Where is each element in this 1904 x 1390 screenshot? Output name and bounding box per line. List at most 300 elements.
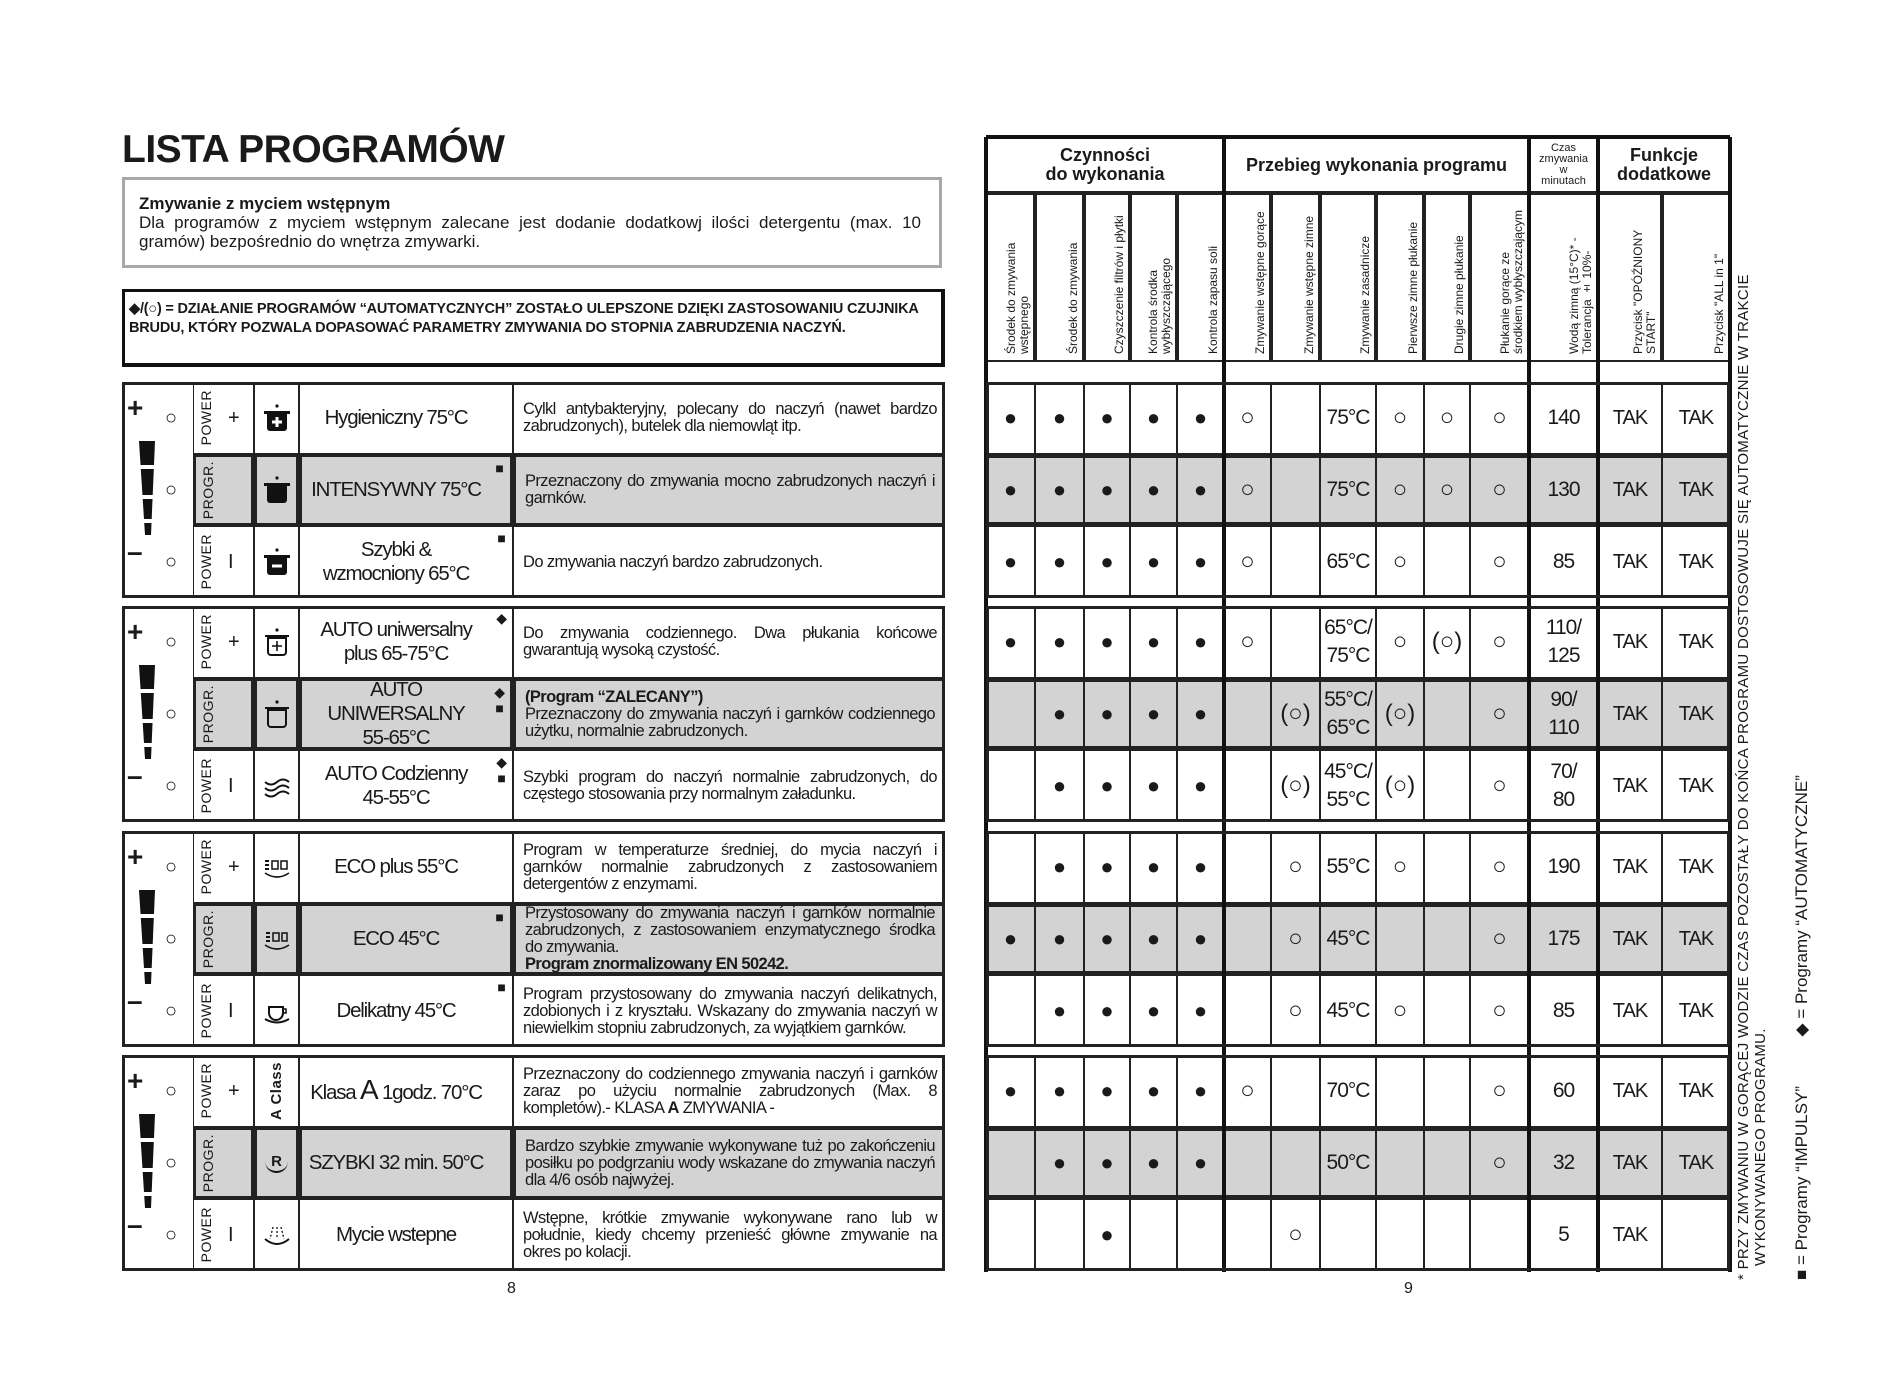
program-description — [513, 831, 945, 903]
table-cell — [1662, 678, 1730, 750]
table-cell — [1529, 382, 1598, 454]
cell-value: 70°C — [1326, 1079, 1370, 1102]
filled-dot-icon: ● — [1100, 701, 1114, 726]
table-divider — [1596, 137, 1600, 1272]
column-header — [1084, 193, 1130, 362]
program-name — [299, 1055, 513, 1127]
table-cell — [1084, 975, 1130, 1047]
program-name-text: SZYBKI 32 min. 50°C — [308, 1151, 484, 1174]
indicator-lamp-icon: ○ — [165, 928, 178, 950]
table-cell — [1470, 1055, 1529, 1127]
level-label: PROGR. — [200, 1133, 216, 1193]
filled-dot-icon: ● — [1052, 1078, 1067, 1103]
table-cell — [1598, 1055, 1662, 1127]
footnote-line-1: * PRZY ZMYWANIU W GORĄCEJ WODZIE CZAS POZOSTAŁY DO KOŃCA PROGRAMU DOSTOSOWUJE SIĘ AUTOMATYCZNIE W TRAKCIE — [1735, 274, 1752, 1280]
filled-dot-icon: ● — [1003, 549, 1018, 574]
table-cell — [1035, 975, 1084, 1047]
filled-dot-icon: ● — [1003, 926, 1018, 951]
table-cell — [1177, 454, 1224, 526]
column-header-label: Drugie zimne płukanie — [1452, 235, 1466, 354]
program-description — [513, 1127, 945, 1199]
ring-icon: ○ — [1240, 628, 1255, 655]
level-label: PROGR. — [200, 909, 216, 969]
table-cell — [1084, 1055, 1130, 1127]
table-cell — [1084, 382, 1130, 454]
minus-sign: – — [127, 760, 143, 791]
program-description — [513, 678, 945, 750]
table-cell — [1529, 1055, 1598, 1127]
cell-value: TAK — [1612, 631, 1648, 653]
table-cell — [1084, 606, 1130, 678]
icon-cell — [254, 1127, 299, 1199]
table-cell — [1224, 526, 1271, 598]
table-cell — [1529, 454, 1598, 526]
filled-dot-icon: ● — [1146, 405, 1161, 430]
table-cell — [1224, 1055, 1271, 1127]
rapid-icon — [265, 1153, 288, 1173]
program-name-text: Delikatny 45°C — [336, 999, 456, 1022]
filled-dot-icon: ● — [1052, 773, 1067, 798]
table-cell — [1271, 382, 1320, 454]
program-level-cell — [193, 750, 254, 822]
marker-symbols: ◆ — [496, 610, 506, 626]
program-description — [513, 750, 945, 822]
column-header — [1529, 193, 1598, 362]
filled-dot-icon: ● — [1100, 477, 1114, 502]
ring-icon: (○) — [1384, 700, 1416, 727]
ring-icon: ○ — [1240, 1077, 1255, 1104]
filled-dot-icon: ● — [1193, 998, 1208, 1023]
cell-value: TAK — [1612, 1080, 1648, 1102]
icon-cell — [254, 831, 299, 903]
table-cell — [1470, 903, 1529, 975]
filled-dot-icon: ● — [1146, 854, 1161, 879]
cell-value: TAK — [1612, 1152, 1648, 1174]
table-cell — [1376, 606, 1424, 678]
power-sign: I — [228, 999, 234, 1022]
column-header — [1224, 193, 1271, 362]
table-cell — [1035, 1199, 1084, 1271]
column-header — [1376, 193, 1424, 362]
column-header-label: Kontrola środka wybłyszczającego — [1146, 257, 1173, 354]
filled-dot-icon: ● — [1146, 998, 1161, 1023]
table-cell — [1320, 678, 1376, 750]
program-type-marker — [491, 460, 507, 520]
cup-icon — [261, 995, 293, 1027]
table-cell — [1470, 975, 1529, 1047]
cell-value: 55°C/ 65°C — [1324, 688, 1372, 739]
program-name — [299, 526, 513, 598]
table-cell — [1035, 1055, 1084, 1127]
program-description — [513, 975, 945, 1047]
table-cell — [986, 903, 1035, 975]
program-name-text: Mycie wstepne — [336, 1223, 456, 1246]
description-text: Przeznaczony do codziennego zmywania naczyń i garnków zaraz po użyciu normalnie zabrudzonych (Max. 8 kompletów).- KLASA — [523, 1064, 937, 1117]
cell-value: TAK — [1612, 479, 1648, 501]
program-name-text: A — [359, 1073, 378, 1105]
table-cell — [1177, 1127, 1224, 1199]
table-cell — [1035, 678, 1084, 750]
cell-value: 175 — [1547, 927, 1580, 950]
program-level-cell — [193, 1055, 254, 1127]
filled-dot-icon: ● — [1193, 854, 1208, 879]
filled-dot-icon: ● — [1003, 477, 1018, 502]
table-cell — [1598, 750, 1662, 822]
table-cell — [1320, 1199, 1376, 1271]
column-header-label: Płukanie gorące ze środkiem wybłyszczającym — [1498, 209, 1525, 354]
table-cell — [1224, 382, 1271, 454]
column-header — [1320, 193, 1376, 362]
column-header — [1470, 193, 1529, 362]
group-header-label: Czynności do wykonania — [1045, 145, 1165, 184]
program-name — [299, 606, 513, 678]
filled-dot-icon: ● — [1052, 629, 1067, 654]
table-cell — [1320, 903, 1376, 975]
ring-icon: ○ — [1492, 548, 1507, 575]
program-type-marker — [493, 754, 509, 818]
filled-dot-icon: ● — [1100, 998, 1114, 1023]
marker-symbols: ■ — [497, 530, 505, 546]
table-cell — [1529, 526, 1598, 598]
eco-icon — [261, 923, 293, 955]
ring-icon: ○ — [1439, 476, 1455, 503]
ring-icon: ○ — [1392, 548, 1408, 575]
table-cell — [1598, 1199, 1662, 1271]
table-cell — [1177, 526, 1224, 598]
table-cell — [1529, 975, 1598, 1047]
filled-dot-icon: ● — [1052, 998, 1067, 1023]
icon-cell — [254, 382, 299, 454]
table-cell — [1177, 975, 1224, 1047]
cell-value: TAK — [1678, 856, 1714, 878]
table-cell — [1130, 526, 1177, 598]
filled-dot-icon: ● — [1193, 1150, 1208, 1175]
table-cell — [1529, 750, 1598, 822]
table-cell — [1376, 454, 1424, 526]
program-description — [513, 903, 945, 975]
level-label: POWER — [198, 983, 214, 1039]
group-header-label: Przebieg wykonania programu — [1245, 154, 1508, 175]
table-cell — [986, 1199, 1035, 1271]
hot-water-footnote — [1735, 135, 1769, 1280]
description-text: Cylkl antybakteryjny, polecany do naczyń (nawet bardzo zabrudzonych), butelek dla niemowląt itp. — [523, 400, 937, 435]
program-level-cell — [193, 454, 254, 526]
column-header-label: Środek do zmywania wstępnego — [1004, 242, 1031, 354]
page-number-left: 8 — [507, 1280, 516, 1297]
filled-dot-icon: ● — [1193, 549, 1208, 574]
level-label: POWER — [198, 1207, 214, 1263]
table-cell — [1130, 1127, 1177, 1199]
table-cell — [1035, 606, 1084, 678]
program-type-marker — [493, 530, 509, 594]
cell-value: 45°C/ 55°C — [1324, 760, 1372, 811]
minus-sign: – — [127, 985, 143, 1016]
table-cell — [1424, 1055, 1470, 1127]
program-name-text: INTENSYWNY 75°C — [311, 478, 481, 501]
table-cell — [1470, 382, 1529, 454]
minus-sign: – — [127, 1209, 143, 1240]
table-cell — [1271, 831, 1320, 903]
filled-dot-icon: ● — [1052, 549, 1067, 574]
program-name — [299, 382, 513, 454]
table-cell — [1271, 606, 1320, 678]
program-type-marker — [491, 909, 507, 969]
cell-value: TAK — [1612, 856, 1648, 878]
pot-outline-plus-icon — [261, 626, 293, 658]
table-cell — [1130, 382, 1177, 454]
program-level-cell — [193, 382, 254, 454]
program-name-text: AUTO UNIWERSALNY 55-65°C — [327, 678, 465, 749]
cell-value: 140 — [1547, 406, 1580, 429]
ring-icon: ○ — [1492, 1149, 1507, 1176]
filled-dot-icon: ● — [1193, 926, 1208, 951]
column-header — [1662, 193, 1730, 362]
diamond-icon: ◆ — [1792, 1023, 1811, 1037]
table-cell — [1224, 678, 1271, 750]
column-header — [1130, 193, 1177, 362]
table-divider — [1222, 137, 1226, 1272]
table-cell — [1376, 526, 1424, 598]
description-text: Przeznaczony do zmywania mocno zabrudzonych naczyń i garnków. — [525, 472, 935, 507]
plus-sign: + — [127, 841, 144, 872]
program-level-cell — [193, 526, 254, 598]
marker-symbols: ■ — [495, 909, 503, 925]
cell-value: 45°C — [1326, 999, 1370, 1022]
column-header-label: Zmywanie wstępne zimne — [1302, 215, 1316, 354]
ring-icon: ○ — [1288, 997, 1303, 1024]
cell-value: 55°C — [1326, 855, 1370, 878]
table-cell — [1376, 750, 1424, 822]
column-group-header — [1598, 137, 1730, 193]
table-cell — [1376, 903, 1424, 975]
table-cell — [1130, 606, 1177, 678]
icon-cell — [254, 1055, 299, 1127]
table-cell — [1035, 750, 1084, 822]
table-cell — [1662, 831, 1730, 903]
program-level-cell — [193, 975, 254, 1047]
cell-value: TAK — [1678, 479, 1714, 501]
program-type-marker — [493, 610, 509, 674]
table-cell — [1130, 1199, 1177, 1271]
table-cell — [1320, 1055, 1376, 1127]
table-cell — [1224, 750, 1271, 822]
footnote-line-2: WYKONYWANEGO PROGRAMU. — [1752, 1028, 1769, 1266]
table-divider — [984, 137, 988, 1272]
cell-value: TAK — [1612, 551, 1648, 573]
table-cell — [986, 1055, 1035, 1127]
table-cell — [986, 975, 1035, 1047]
table-cell — [1598, 1127, 1662, 1199]
ring-icon: ○ — [1492, 925, 1507, 952]
filled-dot-icon: ● — [1146, 1150, 1161, 1175]
table-cell — [1598, 526, 1662, 598]
program-name-text: Hygieniczny 75°C — [324, 406, 468, 429]
icon-cell — [254, 606, 299, 678]
cell-value: TAK — [1678, 928, 1714, 950]
table-cell — [1320, 382, 1376, 454]
table-cell — [1529, 606, 1598, 678]
table-cell — [1224, 975, 1271, 1047]
icon-cell — [254, 750, 299, 822]
table-divider — [1527, 137, 1531, 1272]
table-cell — [1130, 1055, 1177, 1127]
description-text: Program w temperaturze średniej, do mycia naczyń i garnków normalnie zabrudzonych z zastosowaniem detergentów z enzymami. — [523, 840, 937, 893]
table-cell — [1177, 606, 1224, 678]
table-cell — [1470, 750, 1529, 822]
a-class-icon: A Class — [268, 1062, 285, 1120]
level-label: POWER — [198, 758, 214, 814]
column-header-label: Zmywanie zasadnicze — [1358, 235, 1372, 354]
level-label: POWER — [198, 390, 214, 446]
program-name — [299, 678, 513, 750]
table-cell — [1320, 454, 1376, 526]
table-cell — [1529, 831, 1598, 903]
table-cell — [1177, 903, 1224, 975]
prewash-info-box — [122, 177, 942, 268]
table-cell — [1424, 903, 1470, 975]
table-cell — [1320, 975, 1376, 1047]
ring-icon: ○ — [1392, 404, 1408, 431]
table-cell — [1320, 1127, 1376, 1199]
waves-icon — [261, 770, 293, 802]
cell-value: TAK — [1678, 1152, 1714, 1174]
table-cell — [1177, 750, 1224, 822]
table-cell — [1376, 975, 1424, 1047]
program-level-cell — [193, 903, 254, 975]
cell-value: TAK — [1678, 407, 1714, 429]
table-cell — [1470, 678, 1529, 750]
plus-sign: + — [127, 616, 144, 647]
filled-dot-icon: ● — [1100, 405, 1114, 430]
table-cell — [1598, 975, 1662, 1047]
cell-value: 5 — [1558, 1223, 1569, 1246]
table-cell — [1376, 1055, 1424, 1127]
cell-value: TAK — [1678, 1080, 1714, 1102]
filled-dot-icon: ● — [1100, 549, 1114, 574]
cell-value: TAK — [1612, 1224, 1648, 1246]
filled-dot-icon: ● — [1100, 1150, 1114, 1175]
filled-dot-icon: ● — [1052, 477, 1067, 502]
table-cell — [1424, 678, 1470, 750]
indicator-lamp-icon: ○ — [165, 856, 178, 878]
ring-icon: ○ — [1392, 476, 1408, 503]
power-sign: I — [228, 550, 234, 573]
table-cell — [1271, 454, 1320, 526]
column-header-label: Czyszczenie filtrów i płytki — [1112, 215, 1126, 354]
ring-icon: (○) — [1280, 700, 1311, 727]
table-cell — [1224, 1127, 1271, 1199]
table-cell — [1529, 903, 1598, 975]
table-cell — [1271, 1199, 1320, 1271]
table-cell — [1470, 1199, 1529, 1271]
filled-dot-icon: ● — [1193, 701, 1208, 726]
table-cell — [1084, 1127, 1130, 1199]
eco-plus-icon — [261, 851, 293, 883]
filled-dot-icon: ● — [1100, 1222, 1114, 1247]
ring-icon: ○ — [1392, 628, 1408, 655]
table-cell — [1084, 831, 1130, 903]
table-cell — [1271, 678, 1320, 750]
program-level-cell — [193, 831, 254, 903]
indicator-lamp-icon: ○ — [165, 1000, 178, 1022]
level-label: PROGR. — [200, 460, 216, 520]
filled-dot-icon: ● — [1003, 405, 1018, 430]
table-cell — [1529, 1199, 1598, 1271]
ring-icon: ○ — [1240, 476, 1255, 503]
filled-dot-icon: ● — [1100, 773, 1114, 798]
program-level-cell — [193, 1127, 254, 1199]
marker-symbols: ◆■ — [496, 754, 506, 786]
table-cell — [1177, 382, 1224, 454]
column-header-label: Środek do zmywania — [1066, 242, 1080, 354]
filled-dot-icon: ● — [1146, 926, 1161, 951]
group-header-label: Funkcje dodatkowe — [1616, 145, 1711, 184]
table-cell — [1598, 382, 1662, 454]
filled-dot-icon: ● — [1193, 477, 1208, 502]
cell-value: 75°C — [1326, 478, 1370, 501]
table-cell — [1662, 1127, 1730, 1199]
rapid-icon-letter: R — [271, 1153, 282, 1170]
icon-cell — [254, 678, 299, 750]
table-cell — [1376, 1127, 1424, 1199]
pot-minus-icon — [261, 546, 293, 578]
filled-dot-icon: ● — [1146, 773, 1161, 798]
cell-value: 65°C/ 75°C — [1324, 616, 1372, 667]
program-name — [299, 750, 513, 822]
indicator-lamp-icon: ○ — [165, 703, 178, 725]
column-group-header — [1529, 137, 1598, 193]
program-name — [299, 454, 513, 526]
indicator-lamp-icon: ○ — [165, 1224, 178, 1246]
page-title: LISTA PROGRAMÓW — [122, 128, 505, 171]
cell-value: TAK — [1612, 407, 1648, 429]
program-description — [513, 606, 945, 678]
program-name — [299, 1127, 513, 1199]
program-name-text: AUTO uniwersalny plus 65-75°C — [320, 618, 472, 665]
icon-cell — [254, 454, 299, 526]
cell-value: TAK — [1678, 551, 1714, 573]
icon-cell — [254, 975, 299, 1047]
description-text: Szybki program do naczyń normalnie zabrudzonych, do częstego stosowania przy normalnym załadunku. — [523, 768, 937, 803]
table-cell — [986, 831, 1035, 903]
table-cell — [1084, 1199, 1130, 1271]
filled-dot-icon: ● — [1052, 1150, 1067, 1175]
table-cell — [1130, 831, 1177, 903]
column-header — [1035, 193, 1084, 362]
ring-icon: ○ — [1492, 772, 1507, 799]
square-icon: ■ — [1792, 1269, 1811, 1280]
cell-value: TAK — [1612, 928, 1648, 950]
level-label: POWER — [198, 1063, 214, 1119]
filled-dot-icon: ● — [1052, 926, 1067, 951]
indicator-lamp-icon: ○ — [165, 775, 178, 797]
table-cell — [1084, 454, 1130, 526]
program-name — [299, 975, 513, 1047]
power-level-indicator — [125, 385, 193, 595]
plus-sign: + — [127, 392, 144, 423]
table-top-border — [986, 135, 1730, 139]
column-header-label: Kontrola zapasu soli — [1206, 245, 1220, 354]
ring-icon: ○ — [1492, 997, 1507, 1024]
table-cell — [1224, 903, 1271, 975]
indicator-lamp-icon: ○ — [165, 407, 178, 429]
table-cell — [1424, 831, 1470, 903]
table-cell — [1271, 1055, 1320, 1127]
filled-dot-icon: ● — [1100, 854, 1114, 879]
table-cell — [1424, 606, 1470, 678]
table-cell — [1376, 678, 1424, 750]
description-text: Do zmywania naczyń bardzo zabrudzonych. — [523, 552, 823, 571]
